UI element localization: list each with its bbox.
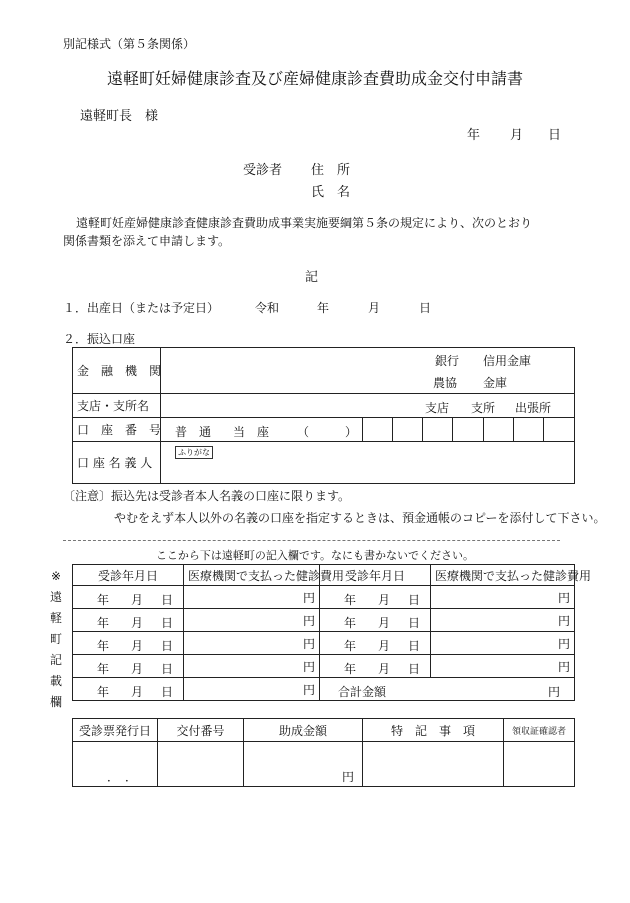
office-vertical-char: 記 (49, 653, 62, 667)
office-vertical-char: 町 (49, 632, 62, 646)
exam-cost-cell[interactable] (431, 655, 575, 678)
account-digit-box[interactable] (514, 418, 544, 442)
year-label: 年 (97, 616, 110, 630)
exam-cost-cell[interactable] (184, 609, 320, 632)
exam-date-cell[interactable] (73, 655, 184, 678)
month-label: 月 (131, 662, 144, 676)
table-row (73, 678, 575, 701)
bank-account-table (72, 347, 575, 484)
name-label: 氏 名 (311, 185, 351, 200)
year-label: 年 (97, 685, 110, 699)
account-digit-box[interactable] (423, 418, 453, 442)
address-label: 住 所 (311, 163, 351, 178)
account-holder-input-cell[interactable] (161, 442, 575, 484)
subsidy-amount-header: 助成金額 (244, 719, 363, 742)
office-vertical-char: ※ (50, 569, 62, 583)
year-label: 年 (97, 639, 110, 653)
account-number-label: 口 座 番 号 (77, 423, 162, 437)
birth-year-label: 年 (317, 301, 330, 315)
bank-type-credit-union: 信用金庫 (483, 354, 532, 368)
ki-heading: 記 (305, 270, 319, 285)
account-type-other: （ ） (297, 425, 358, 439)
yen-label: 円 (302, 613, 315, 628)
month-label: 月 (510, 128, 524, 143)
special-notes-cell[interactable] (363, 742, 504, 787)
body-text-line2: 関係書類を添えて申請します。 (63, 234, 231, 248)
issue-number-header: 交付番号 (158, 719, 244, 742)
day-label: 日 (161, 662, 174, 676)
day-label: 日 (161, 685, 174, 699)
year-label: 年 (344, 662, 357, 676)
account-digit-box[interactable] (453, 418, 484, 442)
account-type-futsu: 普 通 (175, 425, 212, 439)
day-label: 日 (161, 616, 174, 630)
office-vertical-char: 載 (49, 674, 62, 688)
yen-label: 円 (547, 685, 560, 699)
total-amount-label: 合計金額 (338, 685, 387, 699)
special-notes-header: 特 記 事 項 (363, 719, 504, 742)
applicant-label: 受診者 (243, 163, 283, 178)
day-label: 日 (548, 128, 562, 143)
exam-date-cell[interactable] (320, 655, 431, 678)
year-label: 年 (97, 662, 110, 676)
year-label: 年 (97, 593, 110, 607)
account-holder-label: 口 座 名 義 人 (77, 456, 153, 470)
issue-number-cell[interactable] (158, 742, 244, 787)
exam-date-cell[interactable] (320, 586, 431, 609)
month-label: 月 (378, 639, 391, 653)
yen-label: 円 (302, 682, 315, 697)
yen-label: 円 (302, 636, 315, 651)
office-vertical-char: 遠 (49, 590, 62, 604)
exam-date-cell[interactable] (73, 678, 184, 701)
subsidy-amount-cell[interactable] (244, 742, 363, 787)
yen-label: 円 (302, 590, 315, 605)
month-label: 月 (378, 662, 391, 676)
month-label: 月 (131, 616, 144, 630)
page-title: 遠軽町妊婦健康診査及び産婦健康診査費助成金交付申請書 (106, 69, 523, 88)
year-label: 年 (344, 639, 357, 653)
bank-type-agri-coop: 農協 (433, 376, 458, 390)
issuance-table (72, 718, 575, 787)
account-digit-box[interactable] (544, 418, 575, 442)
birth-date-label: １．出産日（または予定日） (63, 301, 220, 315)
month-label: 月 (131, 639, 144, 653)
exam-cost-cell[interactable] (184, 632, 320, 655)
table-row (73, 586, 575, 609)
account-section-label: ２．振込口座 (63, 332, 136, 346)
year-label: 年 (344, 593, 357, 607)
account-digit-box[interactable] (484, 418, 514, 442)
branch-type-shisho: 支所 (471, 401, 496, 415)
account-digit-box[interactable] (393, 418, 423, 442)
exam-date-cell[interactable] (73, 609, 184, 632)
month-label: 月 (131, 685, 144, 699)
day-label: 日 (161, 639, 174, 653)
exam-date-cell[interactable] (73, 632, 184, 655)
total-amount-cell[interactable] (320, 678, 575, 701)
exam-date-cell[interactable] (73, 586, 184, 609)
month-label: 月 (378, 616, 391, 630)
note-line2: やむをえず本人以外の名義の口座を指定するときは、預金通帳のコピーを添付して下さい。 (114, 511, 606, 525)
yen-label: 円 (302, 659, 315, 674)
note-line1: 〔注意〕振込先は受診者本人名義の口座に限ります。 (63, 489, 351, 503)
date-dots: ． ． (107, 770, 138, 784)
exam-cost-cell[interactable] (184, 678, 320, 701)
office-notice: ここから下は遠軽町の記入欄です。なにも書かないでください。 (155, 549, 475, 562)
cut-line-divider (63, 540, 560, 541)
year-label: 年 (467, 128, 481, 143)
exam-cost-cell[interactable] (184, 655, 320, 678)
office-vertical-char: 欄 (49, 695, 62, 709)
branch-label: 支店・支所名 (77, 399, 150, 413)
yen-label: 円 (341, 770, 354, 784)
exam-date-header: 受診年月日 (73, 565, 184, 586)
branch-type-shiten: 支店 (425, 401, 450, 415)
yen-label: 円 (557, 613, 570, 628)
institution-label: 金 融 機 関 (77, 364, 162, 378)
branch-type-shutchojo: 出張所 (515, 401, 552, 415)
bank-type-bank: 銀行 (435, 354, 460, 368)
body-text-line1: 遠軽町妊産婦健康診査健康診査費助成事業実施要綱第５条の規定により、次のとおり (76, 216, 533, 230)
exam-cost-header: 医療機関で支払った健診費用 (431, 565, 575, 586)
bank-type-kinko: 金庫 (483, 376, 508, 390)
account-digit-box[interactable] (363, 418, 393, 442)
table-row (73, 632, 575, 655)
exam-date-cell[interactable] (320, 632, 431, 655)
month-label: 月 (131, 593, 144, 607)
table-row (73, 609, 575, 632)
day-label: 日 (161, 593, 174, 607)
issue-date-header: 受診票発行日 (73, 719, 158, 742)
day-label: 日 (408, 593, 421, 607)
exam-cost-cell[interactable] (431, 586, 575, 609)
exam-date-header: 受診年月日 (320, 565, 431, 586)
account-number-label-cell (73, 418, 161, 442)
form-number: 別記様式（第５条関係） (63, 37, 196, 51)
exam-cost-cell[interactable] (184, 586, 320, 609)
exam-cost-cell[interactable] (431, 632, 575, 655)
issue-date-cell[interactable] (73, 742, 158, 787)
account-type-toza: 当 座 (233, 425, 270, 439)
exam-cost-cell[interactable] (431, 609, 575, 632)
account-type-cell[interactable] (161, 418, 363, 442)
yen-label: 円 (557, 636, 570, 651)
exam-cost-header: 医療機関で支払った健診費用 (184, 565, 320, 586)
receipt-checker-header: 領収証確認者 (504, 719, 575, 742)
institution-label-cell (73, 348, 161, 394)
account-holder-label-cell (73, 442, 161, 484)
branch-label-cell (73, 394, 161, 418)
furigana-tag: ふりがな (175, 446, 213, 459)
day-label: 日 (408, 662, 421, 676)
year-label: 年 (344, 616, 357, 630)
receipt-checker-cell[interactable] (504, 742, 575, 787)
era-label: 令和 (255, 301, 280, 315)
day-label: 日 (408, 616, 421, 630)
addressee: 遠軽町長 様 (80, 109, 159, 124)
yen-label: 円 (557, 590, 570, 605)
month-label: 月 (378, 593, 391, 607)
institution-input-cell[interactable] (161, 348, 575, 394)
yen-label: 円 (557, 659, 570, 674)
table-row (73, 655, 575, 678)
branch-input-cell[interactable] (161, 394, 575, 418)
office-use-vertical-label (48, 566, 64, 713)
birth-day-label: 日 (419, 301, 432, 315)
exam-cost-table (72, 564, 592, 701)
exam-date-cell[interactable] (320, 609, 431, 632)
day-label: 日 (408, 639, 421, 653)
birth-month-label: 月 (368, 301, 381, 315)
office-vertical-char: 軽 (49, 611, 62, 625)
